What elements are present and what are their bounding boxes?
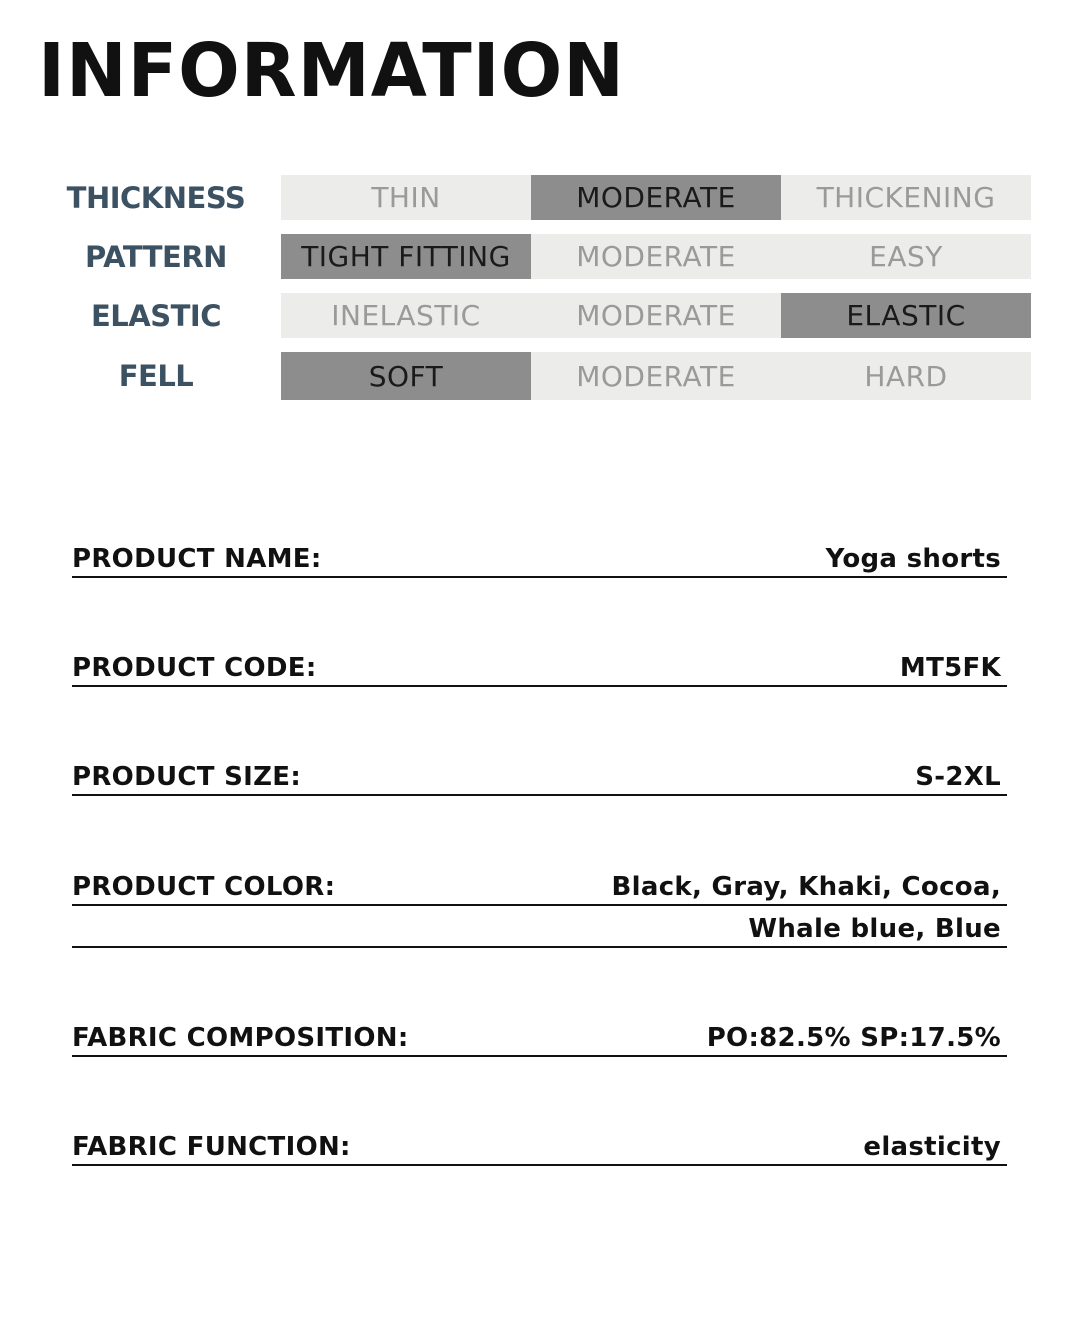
attribute-option: MODERATE <box>531 293 781 338</box>
fabric-composition-line <box>72 1019 1007 1057</box>
product-color-line-2 <box>72 910 1007 948</box>
attribute-option: ELASTIC <box>781 293 1031 338</box>
product-code-line <box>72 649 1007 687</box>
attribute-option: EASY <box>781 234 1031 279</box>
attribute-option: HARD <box>781 352 1031 400</box>
product-code-value: MT5FK <box>899 653 1001 683</box>
product-color-value-2: Whale blue, Blue <box>748 914 1001 944</box>
attribute-option: MODERATE <box>531 234 781 279</box>
attribute-row-pattern <box>30 234 1032 279</box>
attribute-option: INELASTIC <box>281 293 531 338</box>
fabric-composition-field <box>72 1019 1007 1057</box>
product-size-value: S-2XL <box>915 762 1001 792</box>
page-title: INFORMATION <box>38 28 625 114</box>
fabric-function-field <box>72 1128 1007 1166</box>
fabric-composition-value: PO:82.5% SP:17.5% <box>706 1023 1001 1053</box>
product-name-label: PRODUCT NAME: <box>72 544 322 574</box>
product-color-field <box>72 868 1007 948</box>
product-color-label: PRODUCT COLOR: <box>72 872 336 902</box>
product-code-field <box>72 649 1007 687</box>
attribute-option: MODERATE <box>531 175 781 220</box>
attribute-option: THICKENING <box>781 175 1031 220</box>
attribute-options <box>281 293 1032 338</box>
attribute-label: THICKNESS <box>66 180 246 215</box>
product-size-field <box>72 758 1007 796</box>
attribute-label: FELL <box>118 359 194 393</box>
fabric-function-label: FABRIC FUNCTION: <box>72 1132 351 1162</box>
attribute-label: PATTERN <box>85 239 227 274</box>
attribute-row-fell <box>30 352 1032 400</box>
attribute-options <box>281 352 1032 400</box>
attribute-option: TIGHT FITTING <box>281 234 531 279</box>
attribute-option: MODERATE <box>531 352 781 400</box>
fabric-composition-label: FABRIC COMPOSITION: <box>72 1023 409 1053</box>
attribute-label: ELASTIC <box>91 298 221 333</box>
product-size-line <box>72 758 1007 796</box>
product-name-value: Yoga shorts <box>825 544 1001 574</box>
product-name-line <box>72 540 1007 578</box>
product-size-label: PRODUCT SIZE: <box>72 762 302 792</box>
attribute-option: SOFT <box>281 352 531 400</box>
product-code-label: PRODUCT CODE: <box>72 653 317 683</box>
attribute-option: THIN <box>281 175 531 220</box>
product-color-value-1: Black, Gray, Khaki, Cocoa, <box>611 872 1001 902</box>
fabric-function-value: elasticity <box>863 1132 1001 1162</box>
attribute-table <box>30 175 1032 414</box>
attribute-options <box>281 175 1032 220</box>
attribute-row-elastic <box>30 293 1032 338</box>
attribute-row-thickness <box>30 175 1032 220</box>
attribute-options <box>281 234 1032 279</box>
product-color-line-1 <box>72 868 1007 906</box>
product-name-field <box>72 540 1007 578</box>
fabric-function-line <box>72 1128 1007 1166</box>
